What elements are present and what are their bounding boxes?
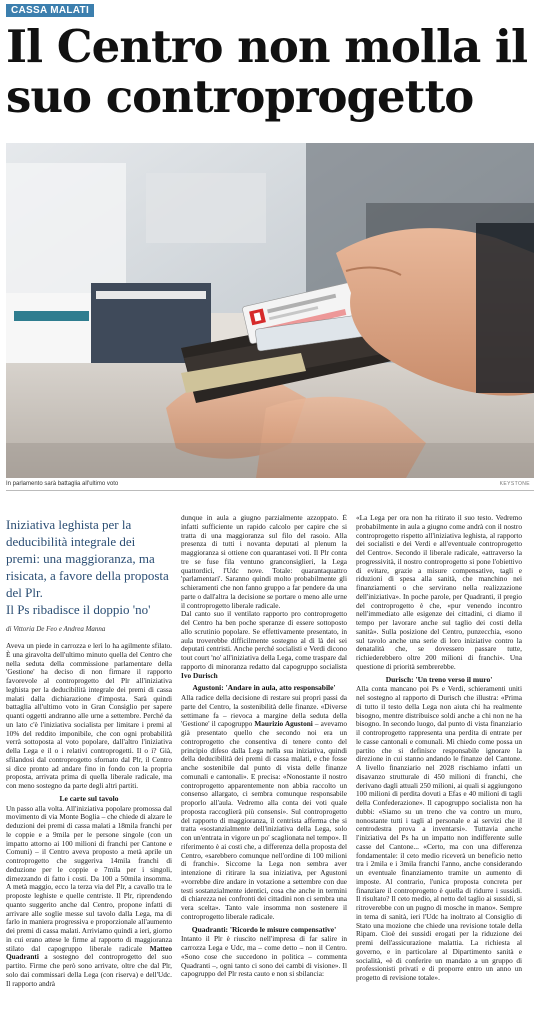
- text: Dal canto suo il ventilato rapporto pro controprogetto del Centro ha ben poche speranze di essere sottoposto allo scrutinio popolare. Se effettivamente presentato, in aula troverebbe difficilmente sostegno al di là dei sei deputati centristi. Anche perché socialisti e Verdi dicono tout court 'no' all'iniziativa della Lega, come traspare dal rapporto di minoranza redatto dal capogruppo socialista: [181, 609, 347, 671]
- article-column-2: [181, 514, 347, 1020]
- text: Un passo alla volta. All'iniziativa popolare promossa dal movimento di via Monte Boglia – che chiede di alzare le deduzioni dei premi di cassa malati a 18mila franchi per le coppie e a 9mila per le persone singole (con un impatto attorno ai 100 milioni di franchi per Cantone e Comuni) – il Centro aveva proposto a metà aprile un controprogetto che suggeriva 14mila franchi di deduzione per le coppie e 7mila per i singoli, dimezzando di fatto i costi. Da 100 a 50mila insomma. A metà maggio, ecco la terza via del Plr, a cavallo tra le proposte leghiste e quelle centriste. Il Plr, riprendendo quanto suggerito anche dal Centro, propone infatti di arrivare alle soglie messe sul tavolo dalla Lega, ma di farlo in maniera progressiva e proporzionale all'aumento dei premi di cassa malati. Arriviamo quindi a ieri, giorno in cui erano attese le firme al rapporto di maggioranza stilato dal capogruppo liberale radicale: [6, 803, 172, 953]
- person-name: Ivo Durisch: [181, 670, 218, 680]
- paragraph: [6, 805, 172, 989]
- headline: Il Centro non molla il suo controprogetto: [6, 20, 528, 123]
- subheading: Agustoni: 'Andare in aula, atto responsabile': [192, 683, 336, 693]
- article-photo: [6, 143, 534, 478]
- photo-credit: KEYSTONE: [499, 481, 530, 487]
- paragraph: «La Lega per ora non ha ritirato il suo testo. Vedremo probabilmente in aula a giugno come andrà con il nostro controprogetto rispetto all'iniziativa leghista, al rapporto dei socialisti e dei Verdi e all'eventuale controprogetto del Centro». Secondo il liberale radicale, «attraverso la progressività, il nostro controprogetto si pone l'obiettivo di evitare, grazie a misure compensative, tagli e riduzioni di spesa alla sanità, che manchino nei finanziamenti o che servirano nella realizzazione dell'iniziativa». In poche parole, per Quadranti, il pregio del controprogetto è che, «pur venendo incontro nell'immediato alle esigenze dei cittadini, ci diamo il tempo per lavorare anche sul taglio dei costi della sanità». Sulla posizione del Centro, punzecchia, «sono sul tavolo anche una serie di loro iniziative contro la denatalità che, se dovessero passare tutte, richiederebbero oltre 200 milioni di franchi». Una questione di priorità sembrerebbe.: [356, 514, 522, 671]
- paragraph: Aveva un piede in carrozza e lerì lo ha agilmente sfilato. È una giravolta dell'ultimo minuto quella del Centro che nella seduta della commissione parlamentare della 'Gestione' ha deciso di non firmare il rapporto favorevole al controprogetto del Plr all'iniziativa leghista per la deducibilità integrale dei premi di cassa malati dalla dichiarazione d'imposta. Sarà quindi battaglia all'ultimo voto in Gran Consiglio per sapere quanti oggetti andranno alle urne a settembre. Perché da un lato c'è l'iniziativa socialista per limitare i premi al 10% del reddito imponibile, che con ogni probabilità verrà sottoposta al voto popolare, dall'altro l'iniziativa della Lega e il o i relativi controprogetti. Il o i? Già, sfilandosi dal controprogetto sfornato dal Plr, il Centro si dice pronto ad andare fino in fondo con la propria proposta, arrivata prima di quella liberale radicale, ma con meno sostegno da parte degli altri partiti.: [6, 642, 172, 790]
- person-name: Maurizio Agustoni: [254, 719, 313, 729]
- article-column-1: [6, 642, 172, 1020]
- paragraph: [181, 694, 347, 922]
- standfirst: [6, 516, 171, 618]
- standfirst-sub: Il Ps ribadisce il doppio 'no': [6, 602, 151, 617]
- section-tag: CASSA MALATI: [6, 4, 94, 17]
- subheading: Quadranti: 'Ricordo le misure compensative': [191, 924, 337, 934]
- text: – avevamo già presentato quello che secondo noi era un controprogetto che consentiva di tenere conto del principio difeso dalla Lega nella sua iniziativa, quindi della deducibilità dei premi di cassa malati, e che fosse anche sostenibile dal punto di vista delle finanze comunali e cantonali». E precisa: «Nonostante il nostro controprogetto apparentemente non abbia raccolto un consenso allargato, ci sembra comunque responsabile proporlo all'aula. Vedremo alla conta dei voti quale proposta raccoglierà più consensi». Sul controprogetto del rapporto di maggioranza, il centrista afferma che si tratta «sostanzialmente dell'iniziativa della Lega, solo con un'entrata in vigore un po' scaglionata nel tempo». Il riferimento è ai costi che, a differenza della proposta del Centro, «sarebbero comunque nell'ordine di 100 milioni di franchi». Siccome la Lega non sembra aver intenzione di ritirare la sua iniziativa, per Agustoni «vorrebbe dire andare in votazione a settembre con due testi sostanzialmente identici, cosa che anche in termini di chiarezza nei confronti dei cittadini non ci sembra una vera scelta». Tanto vale insomma non sostenere il controprogetto liberale radicale.: [181, 719, 347, 921]
- text: a sostegno del controprogetto del suo partito. Firme che però sono arrivate, oltre che dal Plr, solo dai commissari della Lega (con riserva) e dell'Udc. Il rapporto andrà: [6, 952, 172, 988]
- standfirst-main: Iniziativa leghista per la deducibilità integrale dei premi: una maggioranza, ma risicata, a favore della proposta del Plr.: [6, 517, 169, 600]
- photo-caption: In parlamento sarà battaglia all'ultimo voto: [6, 481, 119, 487]
- subheading: Le carte sul tavolo: [59, 793, 119, 803]
- text: Alla radice della decisione di restare sui propri passi da parte del Centro, la sostenibilità delle finanze. «Diverse settimane fa – rievoca a margine della seduta della 'Gestione' il capogruppo: [181, 693, 347, 729]
- paragraph: dunque in aula a giugno parzialmente azzoppato. È infatti sufficiente un rapido calcolo per capire che si tratta di una maggioranza sul filo del rasoio. Alla presenza di tutti i novanta deputati al plenum la maggioranza si ottiene con quarantasei voti. Il Plr conta tre se fuse fila ventuno granconsiglieri, la Lega quattordici, l'Udc nove. Totale: quarantaquattro 'parlamentari'. Saranno quindi molto probabilmente gli schieramenti che non fanno gruppo a far pendere da una parte o dall'altra la decisione se portare o meno alle urne il controprogetto liberale radicale.: [181, 514, 347, 610]
- paragraph: Intanto il Plr è riuscito nell'impresa di far salire in carrozza Lega e Udc, ma – come detto – non il Centro. «Sono cose che succedono in politica – commenta Quadranti –, ogni tanto ci sono dei cambi di visione». Il capogruppo del Plr resta cauto e non si sbilancia:: [181, 934, 347, 979]
- article-column-3: [356, 514, 522, 1020]
- subheading: Durisch: 'Un treno verso il muro': [385, 674, 493, 684]
- paragraph: Alla conta mancano poi Ps e Verdi, schieramenti uniti nel sostegno al rapporto di Durisch che illustra: «Prima di tutto il testo della Lega non aiuta chi ha realmente bisogno, mentre distribuisce soldi anche a chi non ne ha bisogno. In secondo luogo, dal punto di vista finanziario il controprogetto rappresenta una perdita di entrate per le casse cantonali e comunali. Mi chiedo come possa un partito che si definisce responsabile ignorare la direzione in cui stanno andando le finanze del Cantone. A livello finanziario nel 2028 rischiamo infatti un disavanzo strutturale di 450 milioni di franchi, che derivano dagli attuali 250 milioni, ai quali si aggiungono 100 milioni di perdita dovuti a Efas e 40 milioni di tagli della Confederazione». Il capogruppo socialista non ha dubbi: «Siamo su un treno che va contro un muro, nonostante tutti i tagli al personale e ai servizi che il centrodestra prova a inventarsi». Tuttavia anche l'iniziativa del Ps ha un impatto non indifferente sulle casse del Cantone... «Certo, ma con una differenza fondamentale: il ceto medio riceverà un beneficio netto tra i 2mila e i 3mila franchi l'anno, anche considerando un eventuale finanziamento tramite un aumento di imposte. Al contrario, l'unica proposta concreta per finanziare il controprogetto è quella di ridurre i sussidi. Il risultato? Il ceto medio, al netto del taglio ai sussidi, si ritroverebbe con un pugno di mosche in mano». Sempre in tema di sanità, ieri l'Udc ha inoltrato al Consiglio di Stato una mozione che chiede una revisione totale della Ripam. Cioè dei sussidi erogati per la riduzione dei premi dell'assicurazione malattia. La richiesta al governo, e in particolare al Dipartimento sanità e socialità, «è di conferire un mandato a un gruppo di professionisti privati e di proporre entro un anno un progetto di revisione totale».: [356, 684, 522, 982]
- byline: di Vittoria De Feo e Andrea Manna: [6, 625, 106, 633]
- person-name: Matteo Quadranti: [6, 943, 172, 962]
- photo-illustration: [6, 143, 534, 478]
- paragraph: [181, 610, 347, 680]
- divider: [6, 490, 534, 491]
